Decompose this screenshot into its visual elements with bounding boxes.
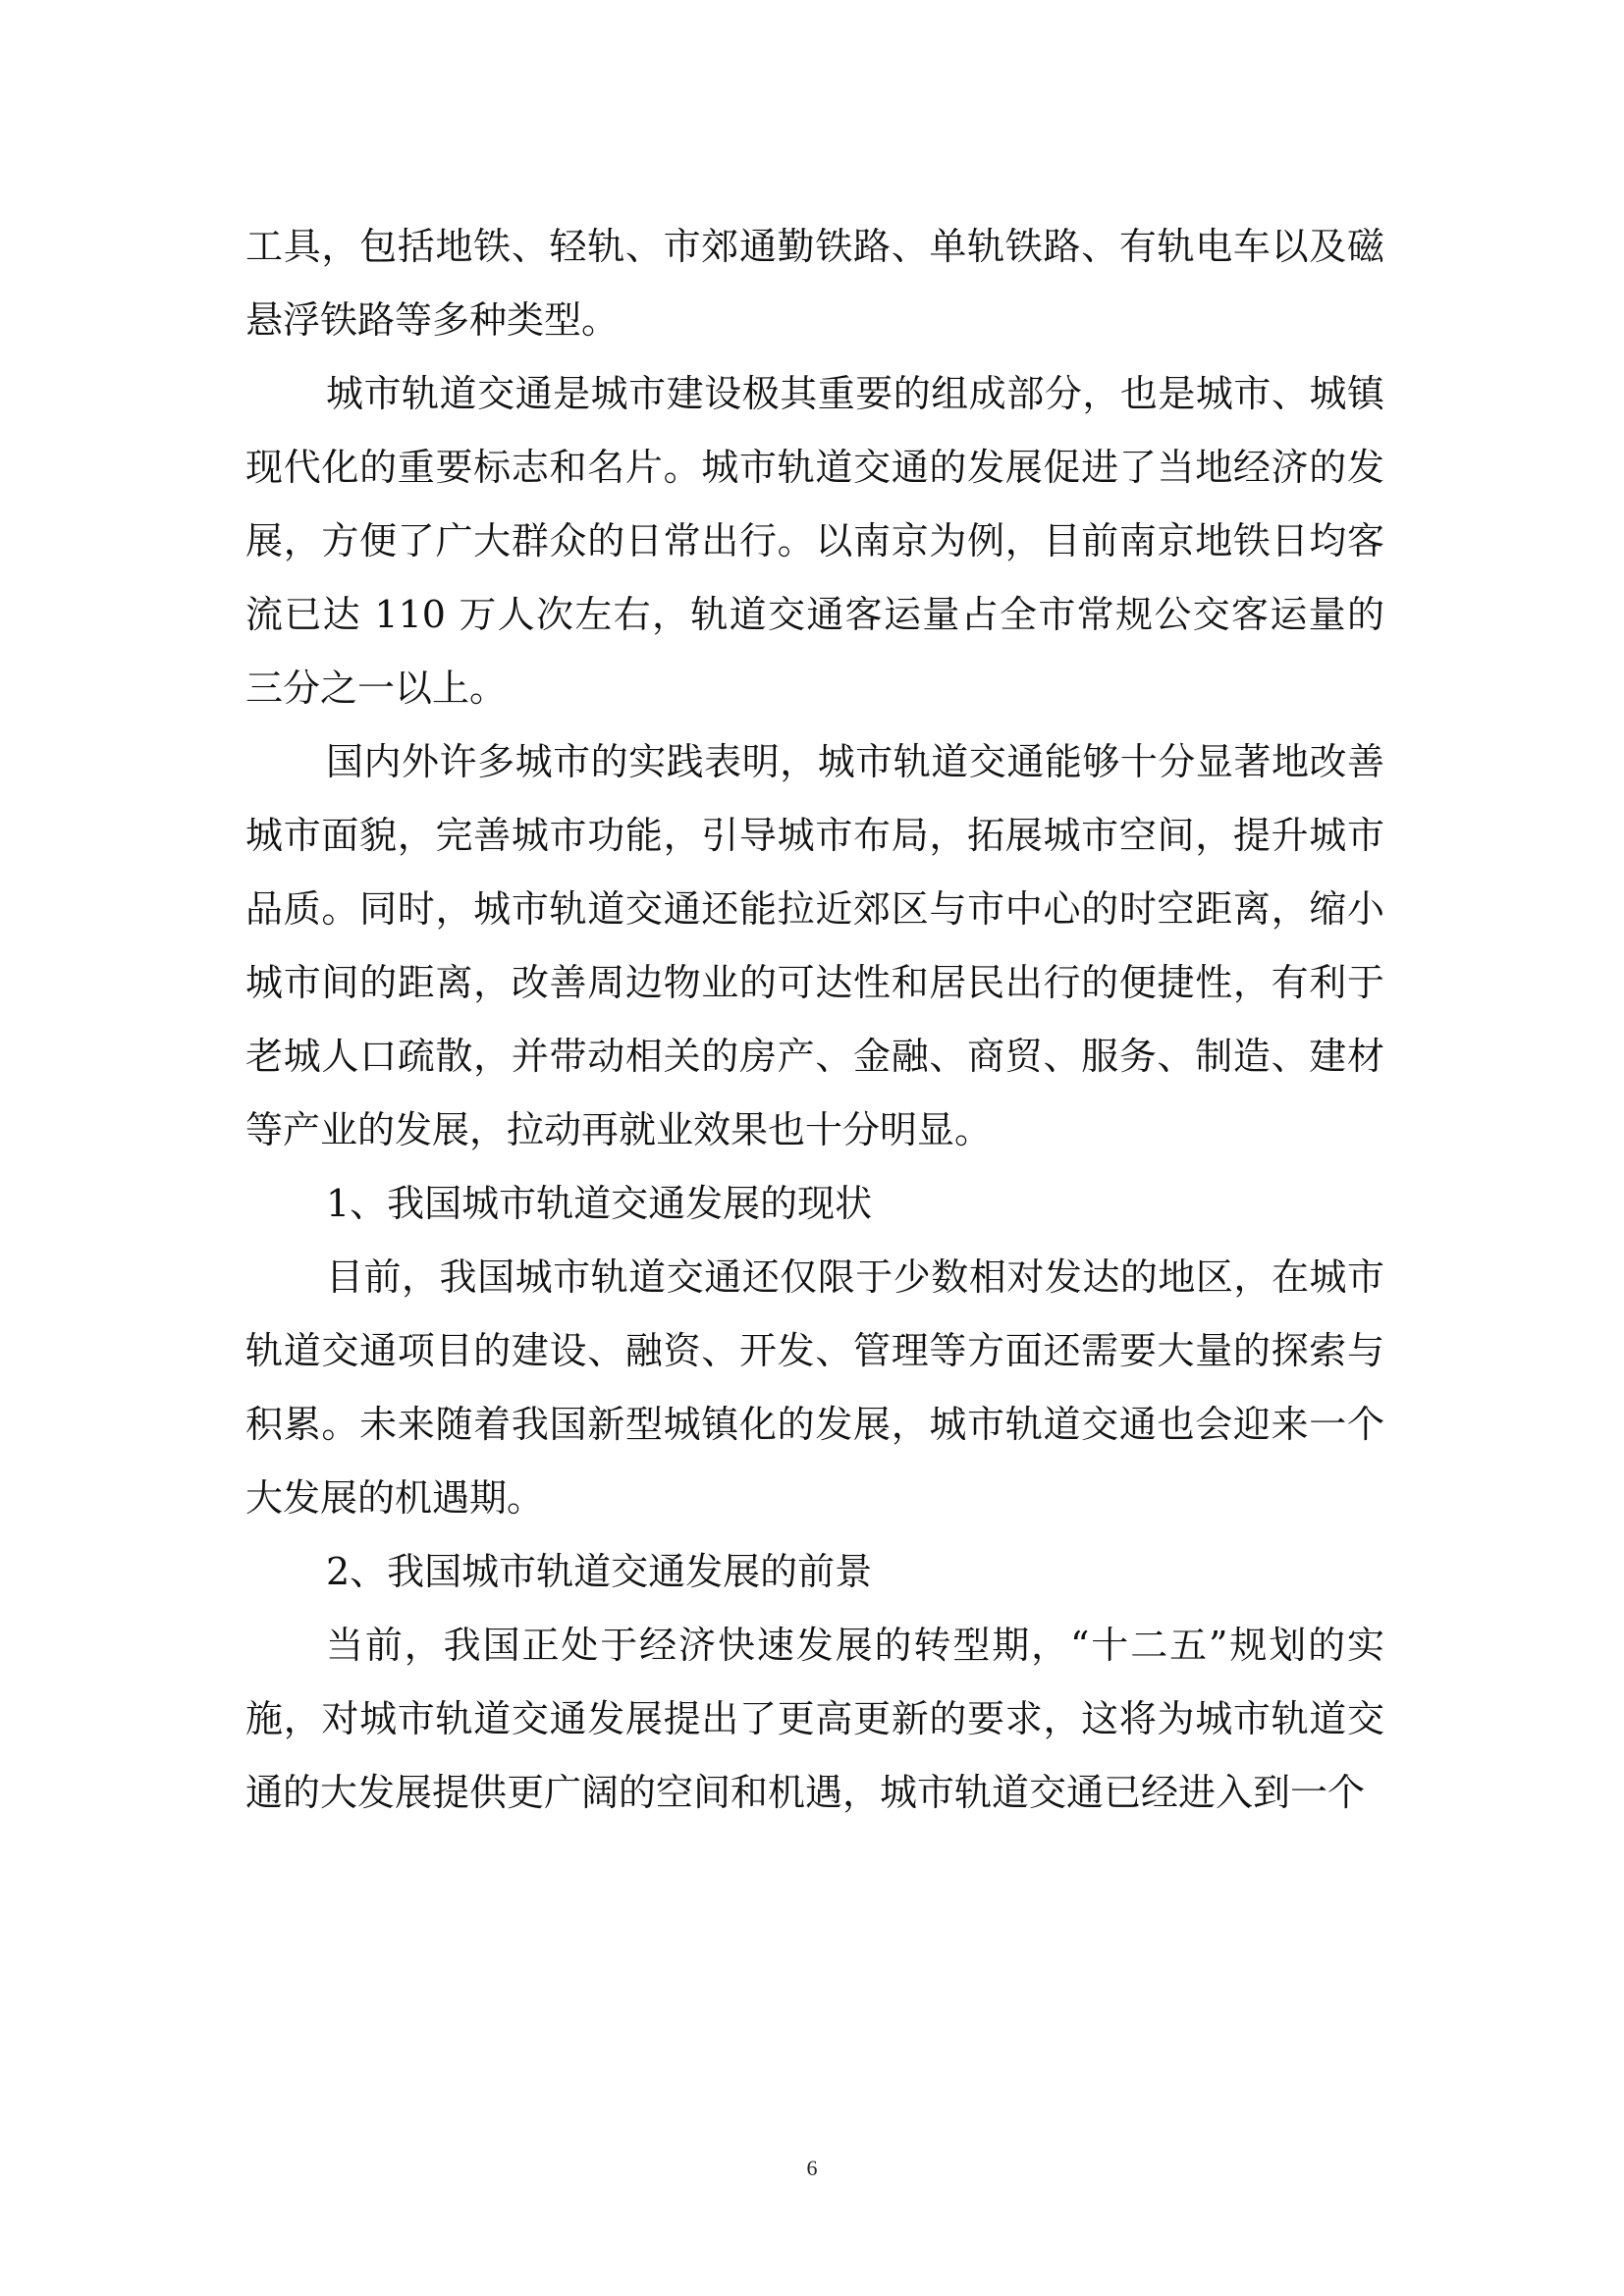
paragraph-rail-transit-importance: 城市轨道交通是城市建设极其重要的组成部分，也是城市、城镇现代化的重要标志和名片。城市轨道交通的发展促进了当地经济的发展，方便了广大群众的日常出行。以南京为例，目前南京地铁日均客流已达 110 万人次左右，轨道交通客运量占全市常规公交客运量的三分之一以上。 [245,372,1384,710]
paragraph-prospects: 当前，我国正处于经济快速发展的转型期，“十二五”规划的实施，对城市轨道交通发展提出了更高更新的要求，这将为城市轨道交通的大发展提供更广阔的空间和机遇，城市轨道交通已经进入到一个 [245,1624,1384,1814]
paragraph-current-status: 目前，我国城市轨道交通还仅限于少数相对发达的地区，在城市轨道交通项目的建设、融资、开发、管理等方面还需要大量的探索与积累。未来随着我国新型城镇化的发展，城市轨道交通也会迎来一个大发展的机遇期。 [245,1255,1384,1520]
paragraph-rail-transit-benefits: 国内外许多城市的实践表明，城市轨道交通能够十分显著地改善城市面貌，完善城市功能，引导城市布局，拓展城市空间，提升城市品质。同时，城市轨道交通还能拉近郊区与市中心的时空距离，缩小城市间的距离，改善周边物业的可达性和居民出行的便捷性，有利于老城人口疏散，并带动相关的房产、金融、商贸、服务、制造、建材等产业的发展，拉动再就业效果也十分明显。 [245,740,1384,1151]
section-heading-current-status: 1、我国城市轨道交通发展的现状 [326,1182,873,1225]
paragraph-continued-rail-types: 工具，包括地铁、轻轨、市郊通勤铁路、单轨铁路、有轨电车以及磁悬浮铁路等多种类型。 [245,225,1384,342]
document-body [245,210,1384,1830]
section-heading-prospects: 2、我国城市轨道交通发展的前景 [326,1550,873,1593]
page-number: 6 [806,2156,818,2180]
